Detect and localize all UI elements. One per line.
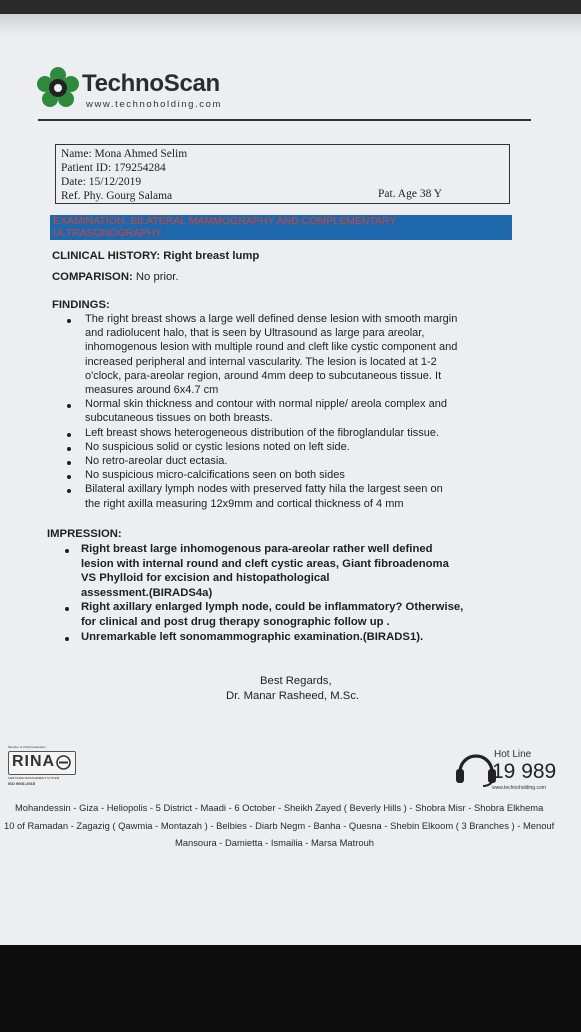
brand-website: www.technoholding.com <box>86 99 223 110</box>
comparison-line <box>52 271 179 283</box>
impression-bullet <box>65 637 69 641</box>
signature-doctor: Dr. Manar Rasheed, M.Sc. <box>226 690 360 702</box>
examination-band <box>50 215 512 240</box>
impression-bullet <box>65 607 69 611</box>
finding-item-line: inhomogenous lesion with multiple round and cleft like cystic component and <box>85 341 458 354</box>
finding-item-line: No suspicious solid or cystic lesions noted on left side. <box>85 440 350 453</box>
rina-wordmark: RINA <box>12 753 56 770</box>
finding-item-line: subcutaneous tissues on both breasts. <box>85 412 273 425</box>
hotline-website: www.technoholding.com <box>492 785 546 791</box>
impression-item-line: VS Phylloid for excision and histopathological <box>81 572 330 585</box>
referring-physician: Ref. Phy. Gourg Salama <box>61 190 173 202</box>
finding-item-line: and radiolucent halo, that is seen by Ultrasound as large para areolar, <box>85 327 425 340</box>
photo-shadow-top <box>0 0 581 14</box>
rina-iso-text: ISO 9001:2015 <box>8 781 36 786</box>
finding-bullet <box>67 433 71 437</box>
examination-line-2: ULTRASONOGRAPHY <box>53 227 162 239</box>
hotline-block <box>455 748 567 794</box>
finding-item-line: Normal skin thickness and contour with normal nipple/ areola complex and <box>85 398 447 411</box>
brand-name: TechnoScan <box>82 70 220 97</box>
finding-item-line: measures around 6x4.7 cm <box>85 384 219 396</box>
findings-heading: FINDINGS: <box>52 299 110 311</box>
finding-item-line: No retro-areolar duct ectasia. <box>85 455 228 467</box>
rina-globe-icon <box>56 755 71 770</box>
photo-shadow-gradient <box>0 14 581 36</box>
finding-bullet <box>67 461 71 465</box>
impression-item-line: Right axillary enlarged lymph node, could be inflammatory? Otherwise, <box>81 601 464 614</box>
impression-item-line: Right breast large inhomogenous para-areolar rather well defined <box>81 543 433 555</box>
patient-name: Name: Mona Ahmed Selim <box>61 148 188 160</box>
header-divider <box>38 119 531 121</box>
patient-id: Patient ID: 179254284 <box>61 162 166 174</box>
impression-item-line: assessment.(BIRADS4a) <box>81 586 213 599</box>
finding-item-line: Left breast shows heterogeneous distribution of the fibroglandular tissue. <box>85 426 440 439</box>
impression-bullet <box>65 549 69 553</box>
impression-item-line: Unremarkable left sonomammographic examination.(BIRADS1). <box>81 630 424 643</box>
finding-item-line: o'clock, para-areolar region, around 4mm deep to subcutaneous tissue. It <box>85 369 442 382</box>
rina-small-mid-text: CERTIFIED MANAGEMENT SYSTEM <box>8 776 60 780</box>
patient-age: Pat. Age 38 Y <box>378 188 443 200</box>
finding-bullet <box>67 475 71 479</box>
signature-regards: Best Regards, <box>260 675 332 687</box>
finding-item-line: The right breast shows a large well defined dense lesion with smooth margin <box>85 313 458 325</box>
branches-line-3: Mansoura - Damietta - Ismailia - Marsa Matrouh <box>175 837 375 848</box>
examination-line-1: EXAMINATION: BILATERAL MAMMOGRAPHY AND COMPLEMENTARY <box>53 215 397 227</box>
examination-title <box>53 215 493 239</box>
finding-bullet <box>67 447 71 451</box>
finding-item-line: Bilateral axillary lymph nodes with preserved fatty hila the largest seen on <box>85 483 443 496</box>
rina-certification-logo <box>4 745 80 793</box>
finding-item-line: the right axilla measuring 12x9mm and cortical thickness of 4 mm <box>85 497 404 510</box>
impression-heading: IMPRESSION: <box>47 528 122 540</box>
branches-line-1: Mohandessin - Giza - Heliopolis - 5 District - Maadi - 6 October - Sheikh Zayed ( Beverly Hills ) - Shobra Misr - Shobra Elkhema <box>15 802 544 813</box>
clinical-history: CLINICAL HISTORY: Right breast lump <box>52 250 260 262</box>
technoscan-logo-icon <box>36 66 80 110</box>
hotline-number: 19 989 <box>492 760 557 783</box>
finding-item-line: No suspicious micro-calcifications seen on both sides <box>85 469 345 482</box>
impression-item-line: lesion with internal round and cleft cystic areas, Giant fibroadenoma <box>81 557 449 570</box>
finding-item-line: increased peripheral and internal vascularity. The lesion is located at 1-2 <box>85 355 437 368</box>
finding-bullet <box>67 404 71 408</box>
finding-bullet <box>67 319 71 323</box>
hotline-label: Hot Line <box>494 749 532 760</box>
report-date: Date: 15/12/2019 <box>61 176 142 188</box>
rina-small-top-text: Member of CISQ Federation <box>8 745 46 749</box>
headset-icon <box>455 748 497 788</box>
comparison-value: No prior. <box>135 271 179 283</box>
comparison-label: COMPARISON: <box>52 271 133 283</box>
branches-line-2: 10 of Ramadan - Zagazig ( Qawmia - Montazah ) - Belbies - Diarb Negm - Banha - Quesna - Shebin Elkoom ( 3 Branches ) - Menouf <box>4 820 555 831</box>
finding-bullet <box>67 489 71 493</box>
impression-item-line: for clinical and post drug therapy sonographic follow up . <box>81 616 390 628</box>
